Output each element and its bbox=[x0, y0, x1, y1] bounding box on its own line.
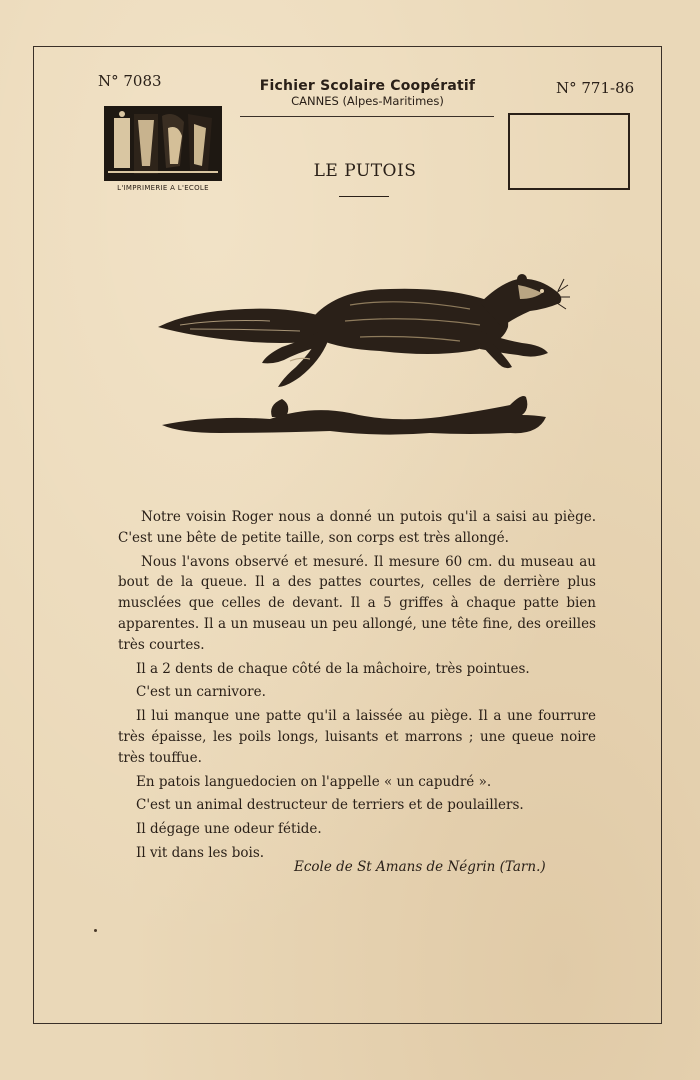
paragraph-6: En patois languedocien on l'appelle « un capudré ». bbox=[136, 773, 492, 790]
paragraph-9: Il vit dans les bois. bbox=[136, 844, 265, 861]
logo-caption: L'IMPRIMERIE A L'ECOLE bbox=[117, 184, 209, 192]
publisher-name: Fichier Scolaire Coopératif bbox=[259, 78, 476, 94]
stamp-box bbox=[508, 113, 630, 190]
paragraph-8: Il dégage une odeur fétide. bbox=[136, 821, 322, 838]
paragraph-4: C'est un carnivore. bbox=[136, 684, 266, 701]
body-text bbox=[118, 507, 596, 867]
ink-speck bbox=[94, 929, 97, 932]
paragraph-7: C'est un animal destructeur de terriers et de poulaillers. bbox=[136, 797, 524, 814]
header-divider bbox=[240, 116, 494, 117]
publisher-header bbox=[240, 78, 495, 108]
printing-press-logo-icon bbox=[104, 106, 222, 181]
paragraph-3: Il a 2 dents de chaque côté de la mâchoire, très pointues. bbox=[136, 660, 530, 677]
title-underline bbox=[339, 196, 389, 197]
paragraph-1: Notre voisin Roger nous a donné un putois qu'il a saisi au piège. C'est une bête de petite taille, son corps est très allongé. bbox=[118, 509, 596, 546]
paragraph-2: Nous l'avons observé et mesuré. Il mesure 60 cm. du museau au bout de la queue. Il a des pattes courtes, celles de derrière plus musclées que celles de devant. Il a 5 griffes à chaque patte bien apparentes. Il a un museau un peu allongé, une tête fine, des oreilles très courtes. bbox=[118, 553, 596, 653]
card-number-left: N° 7083 bbox=[98, 72, 162, 90]
polecat-woodcut-icon bbox=[150, 265, 570, 450]
page-title: LE PUTOIS bbox=[313, 161, 417, 181]
card-number-right: N° 771-86 bbox=[556, 79, 635, 97]
publisher-location: CANNES (Alpes-Maritimes) bbox=[291, 94, 444, 108]
paragraph-5: Il lui manque une patte qu'il a laissée au piège. Il a une fourrure très épaisse, les poils longs, luisants et marrons ; une queue noire très touffue. bbox=[118, 708, 596, 766]
school-signature: Ecole de St Amans de Négrin (Tarn.) bbox=[294, 859, 546, 875]
